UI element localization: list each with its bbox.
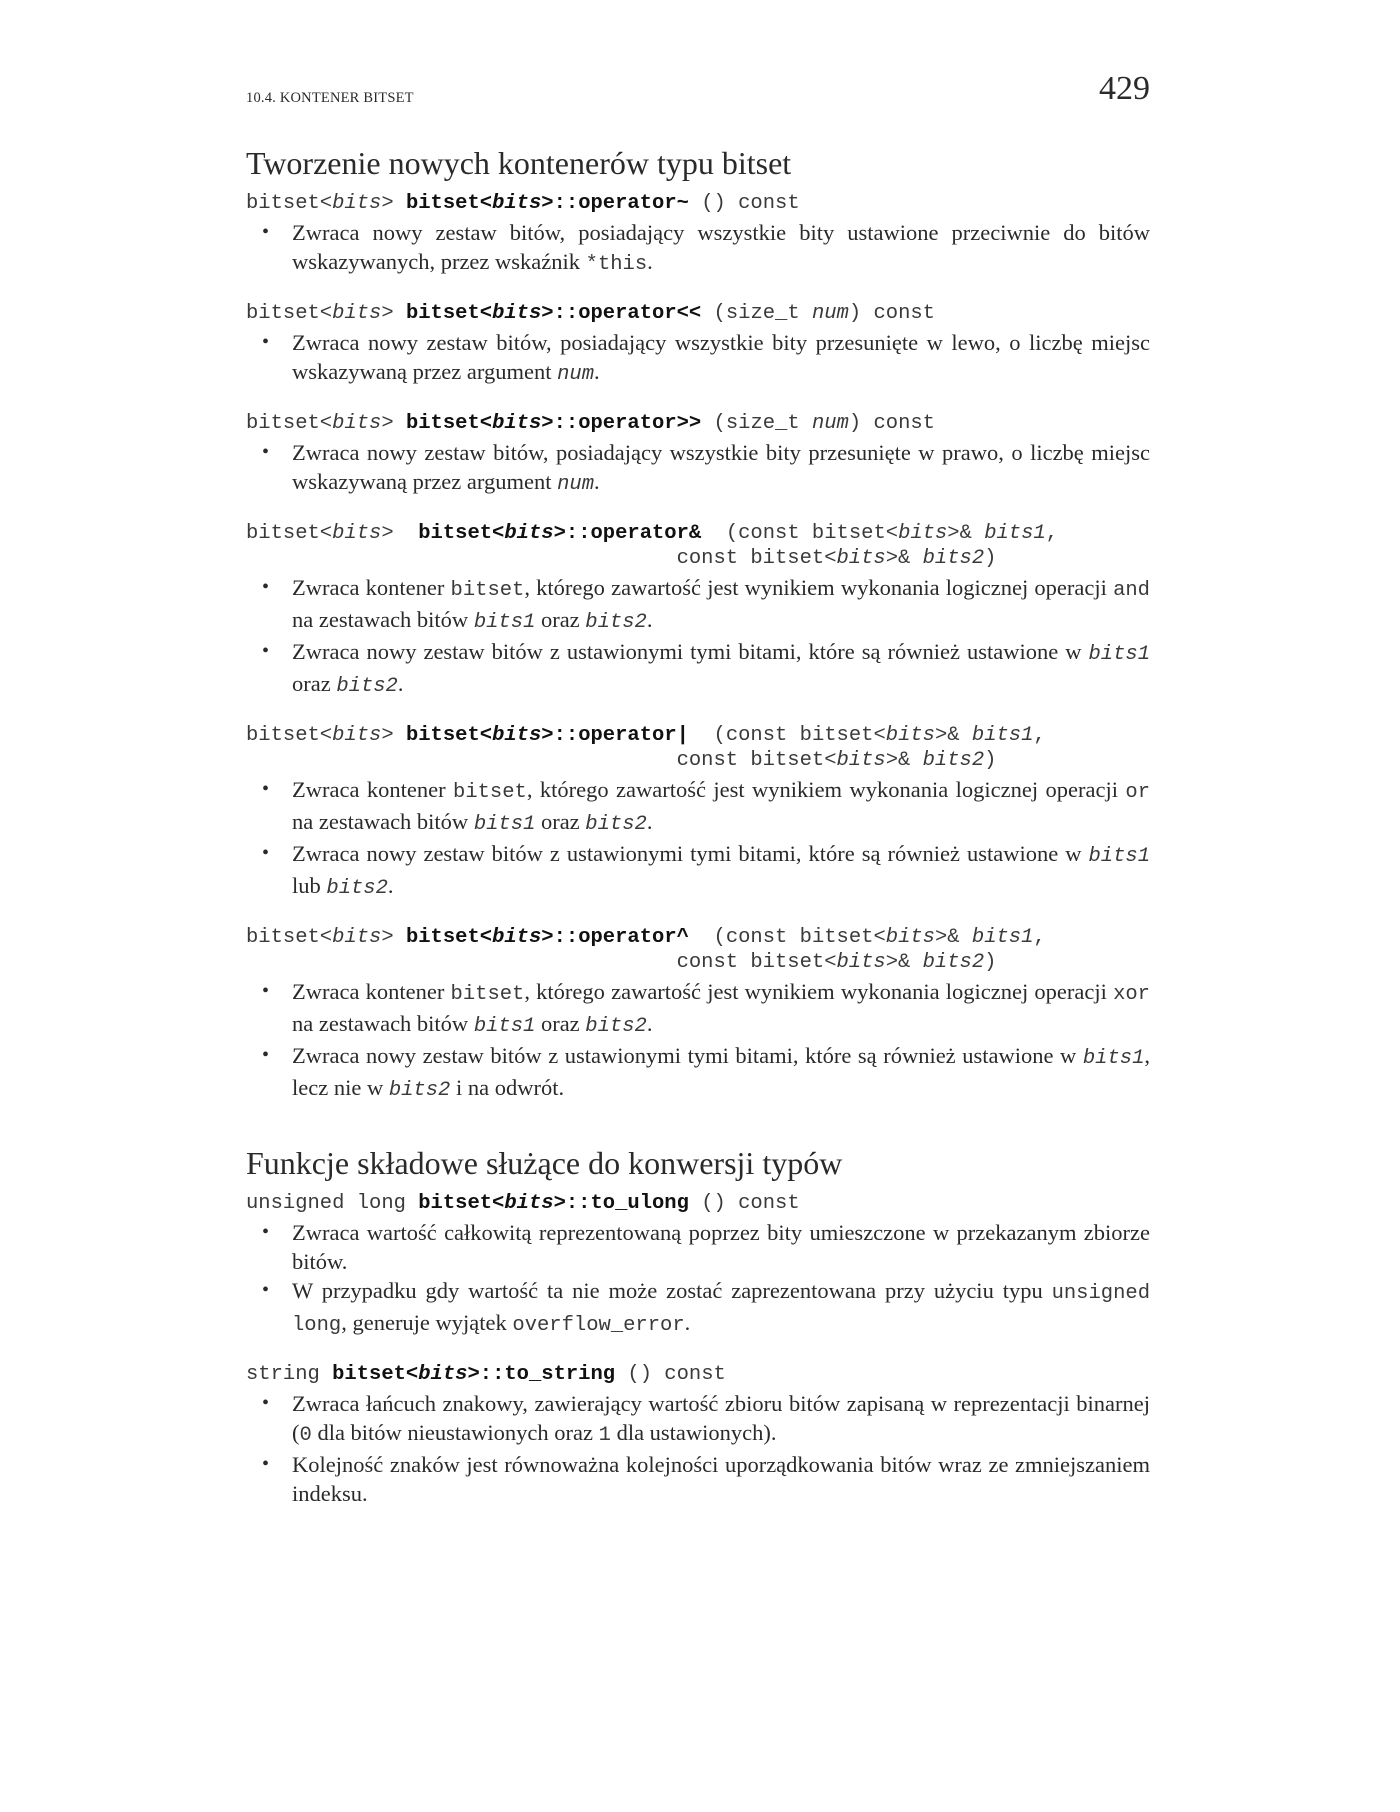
entry-operator-not (246, 191, 1150, 279)
list-item: • Zwraca kontener bitset, którego zawartość jest wynikiem wykonania logicznej operacji and na zestawach bitów bits1 oraz bits2. (246, 573, 1150, 637)
list-item: • Zwraca nowy zestaw bitów z ustawionymi tymi bitami, które są również ustawione w bits1, lecz nie w bits2 i na odwrót. (246, 1041, 1150, 1105)
list-item: • Zwraca nowy zestaw bitów z ustawionymi tymi bitami, które są również ustawione w bits1 oraz bits2. (246, 637, 1150, 701)
list-item: • Zwraca wartość całkowitą reprezentowaną poprzez bity umieszczone w przekazanym zbiorze bitów. (246, 1218, 1150, 1276)
list-item: • Zwraca nowy zestaw bitów, posiadający wszystkie bity przesunięte w prawo, o liczbę miejsc wskazywaną przez argument num. (246, 438, 1150, 499)
document-page (246, 70, 1150, 1530)
description-list (246, 573, 1150, 701)
function-signature: bitset<bits> bitset<bits>::operator& (const bitset<bits>& bits1, const bitset<bits>& bits2) (246, 522, 1059, 570)
entry-operator-shift-right (246, 411, 1150, 499)
description-list (246, 1218, 1150, 1340)
page-number: 429 (1099, 70, 1150, 107)
section-heading-creation: Tworzenie nowych kontenerów typu bitset (246, 145, 792, 181)
list-item: • Zwraca nowy zestaw bitów z ustawionymi tymi bitami, które są również ustawione w bits1 lub bits2. (246, 839, 1150, 903)
function-signature: bitset<bits> bitset<bits>::operator| (const bitset<bits>& bits1, const bitset<bits>& bits2) (246, 724, 1046, 772)
description-list (246, 218, 1150, 279)
entry-operator-or (246, 723, 1150, 903)
entry-to-ulong (246, 1191, 1150, 1340)
running-header-section: 10.4. KONTENER BITSET (246, 90, 414, 106)
entry-operator-and (246, 521, 1150, 701)
function-signature: bitset<bits> bitset<bits>::operator>> (size_t num) const (246, 412, 935, 435)
description-list (246, 438, 1150, 499)
entry-operator-shift-left (246, 301, 1150, 389)
list-item: • Zwraca kontener bitset, którego zawartość jest wynikiem wykonania logicznej operacji xor na zestawach bitów bits1 oraz bits2. (246, 977, 1150, 1041)
entry-operator-xor (246, 925, 1150, 1105)
description-list (246, 977, 1150, 1105)
function-signature: unsigned long bitset<bits>::to_ulong () const (246, 1192, 800, 1215)
function-signature: string bitset<bits>::to_string () const (246, 1363, 726, 1386)
function-signature: bitset<bits> bitset<bits>::operator<< (size_t num) const (246, 302, 935, 325)
description-list (246, 775, 1150, 903)
list-item: • Zwraca łańcuch znakowy, zawierający wartość zbioru bitów zapisaną w reprezentacji binarnej (0 dla bitów nieustawionych oraz 1 dla ustawionych). (246, 1389, 1150, 1450)
function-signature: bitset<bits> bitset<bits>::operator^ (const bitset<bits>& bits1, const bitset<bits>& bits2) (246, 926, 1046, 974)
entry-to-string (246, 1362, 1150, 1508)
list-item: • Zwraca kontener bitset, którego zawartość jest wynikiem wykonania logicznej operacji or na zestawach bitów bits1 oraz bits2. (246, 775, 1150, 839)
list-item: • W przypadku gdy wartość ta nie może zostać zaprezentowana przy użyciu typu unsigned long, generuje wyjątek overflow_error. (246, 1276, 1150, 1340)
function-signature: bitset<bits> bitset<bits>::operator~ () const (246, 192, 800, 215)
section-heading-conversion: Funkcje składowe służące do konwersji typów (246, 1145, 843, 1181)
list-item: • Kolejność znaków jest równoważna kolejności uporządkowania bitów wraz ze zmniejszaniem indeksu. (246, 1450, 1150, 1508)
description-list (246, 1389, 1150, 1508)
running-header (246, 70, 1150, 110)
list-item: • Zwraca nowy zestaw bitów, posiadający wszystkie bity przesunięte w lewo, o liczbę miejsc wskazywaną przez argument num. (246, 328, 1150, 389)
description-list (246, 328, 1150, 389)
list-item: • Zwraca nowy zestaw bitów, posiadający wszystkie bity ustawione przeciwnie do bitów wskazywanych, przez wskaźnik *this. (246, 218, 1150, 279)
